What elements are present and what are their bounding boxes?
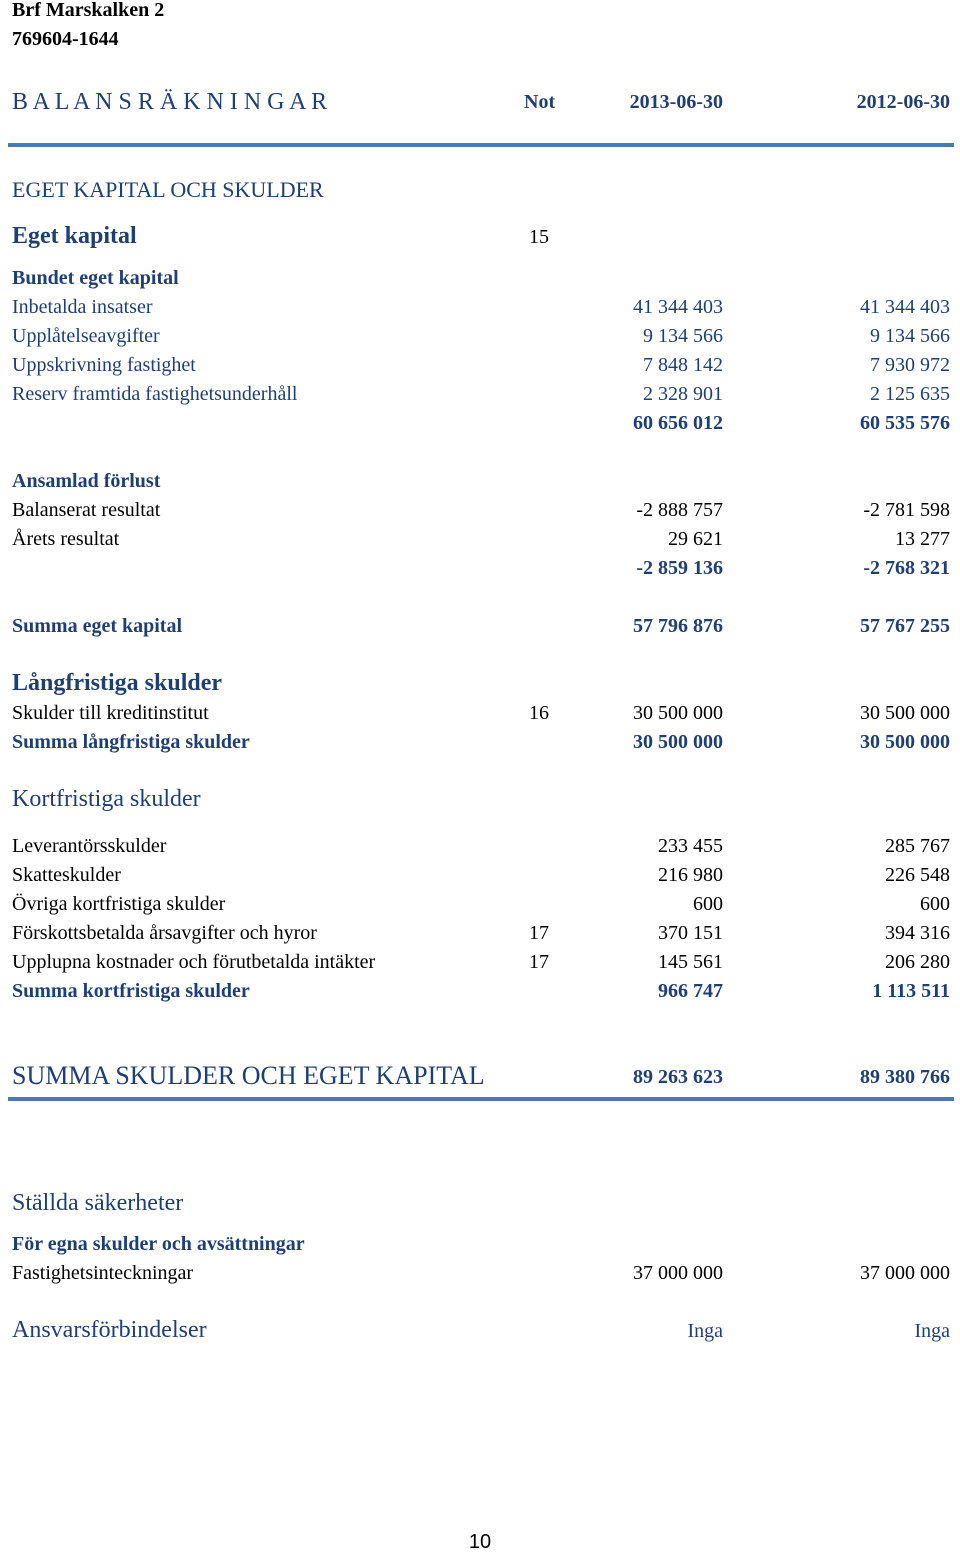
column-header-2013: 2013-06-30 bbox=[629, 91, 723, 113]
grand-total-2012: 89 380 766 bbox=[860, 1066, 950, 1088]
pledged-heading: Ställda säkerheter bbox=[12, 1190, 184, 1216]
row-label: Årets resultat bbox=[12, 528, 120, 550]
long-term-heading: Långfristiga skulder bbox=[12, 670, 223, 696]
equity-note: 15 bbox=[529, 226, 549, 248]
page-number: 10 bbox=[468, 1531, 492, 1553]
bound-total-2013: 60 656 012 bbox=[633, 412, 723, 434]
equity-heading: Eget kapital bbox=[12, 223, 137, 249]
contingent-2013: Inga bbox=[687, 1320, 723, 1342]
note-ref: 17 bbox=[529, 951, 549, 973]
pledged-subheading: För egna skulder och avsättningar bbox=[12, 1233, 305, 1255]
value-2012: 41 344 403 bbox=[860, 296, 950, 318]
bound-total-2012: 60 535 576 bbox=[860, 412, 950, 434]
grand-total-2013: 89 263 623 bbox=[633, 1066, 723, 1088]
equity-sum-2013: 57 796 876 bbox=[633, 615, 723, 637]
value-2013: 9 134 566 bbox=[643, 325, 723, 347]
contingent-2012: Inga bbox=[914, 1320, 950, 1342]
row-label: Upplåtelseavgifter bbox=[12, 325, 160, 347]
accumulated-loss-heading: Ansamlad förlust bbox=[12, 470, 161, 492]
long-term-sum-2013: 30 500 000 bbox=[633, 731, 723, 753]
value-2012: 226 548 bbox=[885, 864, 950, 886]
value-2013: 29 621 bbox=[668, 528, 723, 550]
column-header-not: Not bbox=[524, 91, 556, 113]
row-label: Fastighetsinteckningar bbox=[12, 1262, 194, 1284]
org-number: 769604-1644 bbox=[12, 28, 119, 50]
contingent-heading: Ansvarsförbindelser bbox=[12, 1317, 207, 1343]
value-2013: 370 151 bbox=[658, 922, 723, 944]
row-label: Skatteskulder bbox=[12, 864, 121, 886]
note-ref: 16 bbox=[529, 702, 549, 724]
value-2013: 600 bbox=[693, 893, 723, 915]
value-2012: 7 930 972 bbox=[870, 354, 950, 376]
short-term-heading: Kortfristiga skulder bbox=[12, 786, 201, 812]
short-term-sum-2013: 966 747 bbox=[658, 980, 723, 1002]
value-2012: 600 bbox=[920, 893, 950, 915]
value-2013: 30 500 000 bbox=[633, 702, 723, 724]
header-divider bbox=[8, 143, 954, 147]
loss-total-2013: -2 859 136 bbox=[636, 557, 723, 579]
value-2012: 285 767 bbox=[885, 835, 950, 857]
row-label: Uppskrivning fastighet bbox=[12, 354, 196, 376]
grand-total-label: SUMMA SKULDER OCH EGET KAPITAL bbox=[12, 1061, 485, 1090]
org-name: Brf Marskalken 2 bbox=[12, 0, 165, 21]
row-label: Förskottsbetalda årsavgifter och hyror bbox=[12, 922, 317, 944]
short-term-sum-label: Summa kortfristiga skulder bbox=[12, 980, 250, 1002]
value-2012: 30 500 000 bbox=[860, 702, 950, 724]
row-label: Balanserat resultat bbox=[12, 499, 161, 521]
value-2013: 41 344 403 bbox=[633, 296, 723, 318]
value-2012: 2 125 635 bbox=[870, 383, 950, 405]
value-2012: 37 000 000 bbox=[860, 1262, 950, 1284]
equity-sum-2012: 57 767 255 bbox=[860, 615, 950, 637]
long-term-sum-2012: 30 500 000 bbox=[860, 731, 950, 753]
value-2013: 216 980 bbox=[658, 864, 723, 886]
equity-sum-label: Summa eget kapital bbox=[12, 615, 182, 637]
value-2013: -2 888 757 bbox=[636, 499, 723, 521]
loss-total-2012: -2 768 321 bbox=[863, 557, 950, 579]
bound-equity-heading: Bundet eget kapital bbox=[12, 267, 179, 289]
value-2012: 394 316 bbox=[885, 922, 950, 944]
column-header-2012: 2012-06-30 bbox=[856, 91, 950, 113]
short-term-sum-2012: 1 113 511 bbox=[872, 980, 950, 1002]
page-title: B A L A N S R Ä K N I N G A R bbox=[12, 89, 328, 115]
value-2013: 145 561 bbox=[658, 951, 723, 973]
note-ref: 17 bbox=[529, 922, 549, 944]
value-2013: 37 000 000 bbox=[633, 1262, 723, 1284]
total-divider bbox=[8, 1097, 954, 1101]
value-2012: -2 781 598 bbox=[863, 499, 950, 521]
value-2012: 206 280 bbox=[885, 951, 950, 973]
row-label: Skulder till kreditinstitut bbox=[12, 702, 209, 724]
row-label: Övriga kortfristiga skulder bbox=[12, 893, 226, 915]
value-2013: 2 328 901 bbox=[643, 383, 723, 405]
row-label: Upplupna kostnader och förutbetalda intäkter bbox=[12, 951, 376, 973]
value-2012: 9 134 566 bbox=[870, 325, 950, 347]
section-heading: EGET KAPITAL OCH SKULDER bbox=[12, 177, 324, 202]
value-2012: 13 277 bbox=[895, 528, 950, 550]
value-2013: 233 455 bbox=[658, 835, 723, 857]
row-label: Reserv framtida fastighetsunderhåll bbox=[12, 383, 298, 405]
long-term-sum-label: Summa långfristiga skulder bbox=[12, 731, 250, 753]
value-2013: 7 848 142 bbox=[643, 354, 723, 376]
row-label: Leverantörsskulder bbox=[12, 835, 167, 857]
row-label: Inbetalda insatser bbox=[12, 296, 153, 318]
